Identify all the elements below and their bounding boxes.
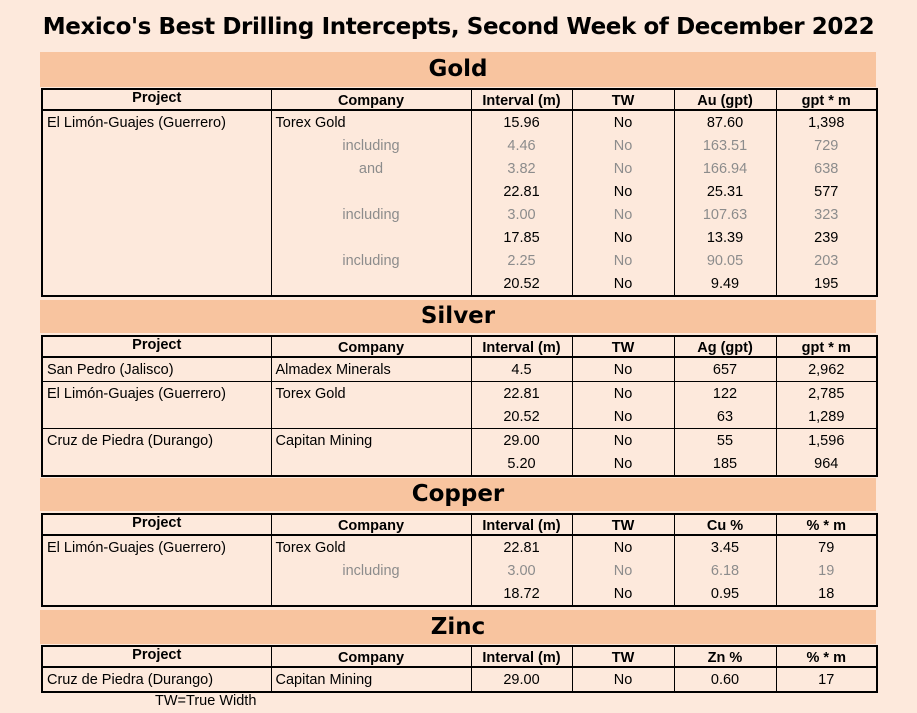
col-header-project: Project <box>42 336 271 357</box>
project-cell <box>42 180 271 203</box>
col-header-interval: Interval (m) <box>471 336 572 357</box>
table-row <box>42 429 877 453</box>
project-cell: Cruz de Piedra (Durango) <box>42 667 271 692</box>
tw-cell: No <box>572 535 674 559</box>
interval-cell: 3.82 <box>471 157 572 180</box>
tw-cell: No <box>572 157 674 180</box>
col-header-project: Project <box>42 646 271 667</box>
col-header-interval: Interval (m) <box>471 514 572 535</box>
grade-x-width-cell: 577 <box>776 180 877 203</box>
tw-cell: No <box>572 382 674 406</box>
interval-cell: 29.00 <box>471 429 572 453</box>
grade-x-width-cell: 323 <box>776 203 877 226</box>
col-header-grade-x-width: % * m <box>776 646 877 667</box>
interval-cell: 4.46 <box>471 134 572 157</box>
table-row <box>42 272 877 296</box>
grade-cell: 3.45 <box>674 535 776 559</box>
tw-cell: No <box>572 559 674 582</box>
col-header-grade: Au (gpt) <box>674 89 776 110</box>
company-cell: Capitan Mining <box>271 667 471 692</box>
col-header-grade: Cu % <box>674 514 776 535</box>
project-cell <box>42 249 271 272</box>
tw-cell: No <box>572 203 674 226</box>
col-header-grade-x-width: gpt * m <box>776 336 877 357</box>
col-header-interval: Interval (m) <box>471 646 572 667</box>
table-gold <box>41 88 878 297</box>
company-cell: Torex Gold <box>271 110 471 134</box>
table-row <box>42 582 877 606</box>
company-cell: Almadex Minerals <box>271 357 471 382</box>
grade-x-width-cell: 964 <box>776 452 877 476</box>
tw-cell: No <box>572 405 674 429</box>
table-row <box>42 535 877 559</box>
col-header-interval: Interval (m) <box>471 89 572 110</box>
company-cell <box>271 226 471 249</box>
project-cell <box>42 582 271 606</box>
grade-cell: 166.94 <box>674 157 776 180</box>
tw-cell: No <box>572 452 674 476</box>
interval-cell: 3.00 <box>471 203 572 226</box>
interval-cell: 22.81 <box>471 535 572 559</box>
interval-cell: 20.52 <box>471 272 572 296</box>
tw-cell: No <box>572 110 674 134</box>
project-cell <box>42 226 271 249</box>
grade-x-width-cell: 203 <box>776 249 877 272</box>
interval-cell: 22.81 <box>471 382 572 406</box>
col-header-project: Project <box>42 89 271 110</box>
col-header-project: Project <box>42 514 271 535</box>
company-cell: including <box>271 249 471 272</box>
table-row <box>42 157 877 180</box>
grade-x-width-cell: 2,962 <box>776 357 877 382</box>
table-row <box>42 249 877 272</box>
grade-cell: 0.95 <box>674 582 776 606</box>
grade-cell: 13.39 <box>674 226 776 249</box>
col-header-company: Company <box>271 336 471 357</box>
table-header <box>42 336 877 357</box>
grade-cell: 9.49 <box>674 272 776 296</box>
project-cell <box>42 134 271 157</box>
grade-x-width-cell: 1,398 <box>776 110 877 134</box>
interval-cell: 17.85 <box>471 226 572 249</box>
grade-cell: 6.18 <box>674 559 776 582</box>
project-cell: Cruz de Piedra (Durango) <box>42 429 271 453</box>
grade-cell: 0.60 <box>674 667 776 692</box>
col-header-tw: TW <box>572 514 674 535</box>
tw-cell: No <box>572 429 674 453</box>
interval-cell: 15.96 <box>471 110 572 134</box>
grade-x-width-cell: 239 <box>776 226 877 249</box>
grade-cell: 90.05 <box>674 249 776 272</box>
grade-cell: 107.63 <box>674 203 776 226</box>
tw-cell: No <box>572 667 674 692</box>
tw-cell: No <box>572 226 674 249</box>
tw-cell: No <box>572 357 674 382</box>
table-copper <box>41 513 878 607</box>
grade-x-width-cell: 729 <box>776 134 877 157</box>
col-header-grade: Ag (gpt) <box>674 336 776 357</box>
section-band-gold: Gold <box>40 52 876 87</box>
col-header-company: Company <box>271 646 471 667</box>
company-cell <box>271 180 471 203</box>
grade-cell: 55 <box>674 429 776 453</box>
project-cell <box>42 559 271 582</box>
project-cell: San Pedro (Jalisco) <box>42 357 271 382</box>
col-header-company: Company <box>271 89 471 110</box>
table-row <box>42 226 877 249</box>
interval-cell: 5.20 <box>471 452 572 476</box>
table-row <box>42 667 877 692</box>
company-cell <box>271 405 471 429</box>
project-cell: El Limón-Guajes (Guerrero) <box>42 110 271 134</box>
footnote: TW=True Width <box>155 693 257 709</box>
project-cell <box>42 272 271 296</box>
project-cell <box>42 157 271 180</box>
grade-x-width-cell: 1,596 <box>776 429 877 453</box>
col-header-grade-x-width: % * m <box>776 514 877 535</box>
tw-cell: No <box>572 134 674 157</box>
grade-cell: 63 <box>674 405 776 429</box>
grade-cell: 25.31 <box>674 180 776 203</box>
company-cell: Capitan Mining <box>271 429 471 453</box>
tw-cell: No <box>572 249 674 272</box>
company-cell <box>271 452 471 476</box>
grade-x-width-cell: 17 <box>776 667 877 692</box>
col-header-company: Company <box>271 514 471 535</box>
grade-x-width-cell: 19 <box>776 559 877 582</box>
table-row <box>42 180 877 203</box>
table-header <box>42 646 877 667</box>
grade-x-width-cell: 638 <box>776 157 877 180</box>
company-cell: including <box>271 203 471 226</box>
section-band-zinc: Zinc <box>40 610 876 644</box>
interval-cell: 4.5 <box>471 357 572 382</box>
project-cell <box>42 452 271 476</box>
table-row <box>42 405 877 429</box>
company-cell <box>271 272 471 296</box>
grade-x-width-cell: 18 <box>776 582 877 606</box>
grade-x-width-cell: 1,289 <box>776 405 877 429</box>
project-cell <box>42 203 271 226</box>
table-row <box>42 559 877 582</box>
company-cell: Torex Gold <box>271 382 471 406</box>
table-row <box>42 134 877 157</box>
interval-cell: 22.81 <box>471 180 572 203</box>
col-header-tw: TW <box>572 646 674 667</box>
table-header <box>42 514 877 535</box>
table-row <box>42 357 877 382</box>
section-band-silver: Silver <box>40 300 876 333</box>
table-row <box>42 203 877 226</box>
project-cell: El Limón-Guajes (Guerrero) <box>42 535 271 559</box>
col-header-tw: TW <box>572 336 674 357</box>
section-band-copper: Copper <box>40 478 876 511</box>
table-zinc <box>41 645 878 693</box>
tw-cell: No <box>572 180 674 203</box>
table-row <box>42 452 877 476</box>
col-header-grade: Zn % <box>674 646 776 667</box>
table-row <box>42 382 877 406</box>
col-header-grade-x-width: gpt * m <box>776 89 877 110</box>
table-row <box>42 110 877 134</box>
grade-cell: 87.60 <box>674 110 776 134</box>
tw-cell: No <box>572 272 674 296</box>
tw-cell: No <box>572 582 674 606</box>
company-cell <box>271 582 471 606</box>
project-cell: El Limón-Guajes (Guerrero) <box>42 382 271 406</box>
grade-cell: 657 <box>674 357 776 382</box>
interval-cell: 29.00 <box>471 667 572 692</box>
interval-cell: 20.52 <box>471 405 572 429</box>
interval-cell: 2.25 <box>471 249 572 272</box>
table-silver <box>41 335 878 477</box>
company-cell: and <box>271 157 471 180</box>
grade-x-width-cell: 195 <box>776 272 877 296</box>
project-cell <box>42 405 271 429</box>
grade-cell: 122 <box>674 382 776 406</box>
company-cell: Torex Gold <box>271 535 471 559</box>
interval-cell: 3.00 <box>471 559 572 582</box>
grade-cell: 163.51 <box>674 134 776 157</box>
company-cell: including <box>271 134 471 157</box>
grade-x-width-cell: 79 <box>776 535 877 559</box>
col-header-tw: TW <box>572 89 674 110</box>
company-cell: including <box>271 559 471 582</box>
grade-cell: 185 <box>674 452 776 476</box>
table-header <box>42 89 877 110</box>
interval-cell: 18.72 <box>471 582 572 606</box>
page-title: Mexico's Best Drilling Intercepts, Second Week of December 2022 <box>42 14 875 40</box>
grade-x-width-cell: 2,785 <box>776 382 877 406</box>
